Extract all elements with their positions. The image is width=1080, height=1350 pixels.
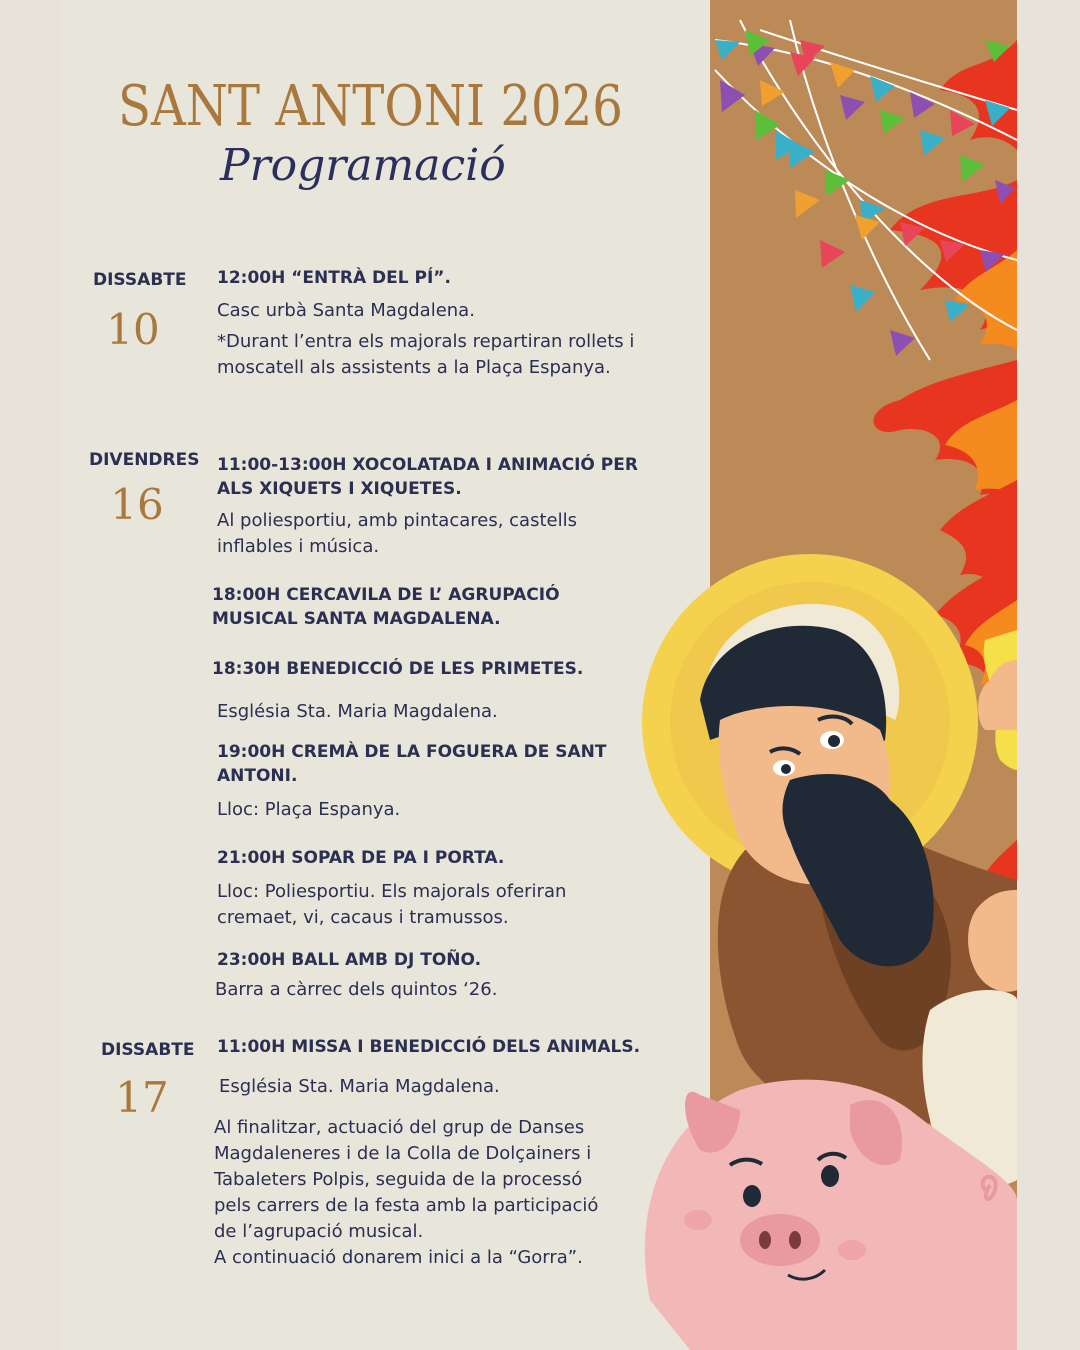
event-detail: Església Sta. Maria Magdalena. — [219, 1076, 500, 1097]
day-number: 16 — [110, 480, 164, 529]
event-title: 18:00H CERCAVILA DE L’ AGRUPACIÓ MUSICAL SANTA MAGDALENA. — [212, 585, 560, 629]
event-title: 21:00H SOPAR DE PA I PORTA. — [217, 848, 505, 868]
event-title: 18:30H BENEDICCIÓ DE LES PRIMETES. — [212, 659, 584, 679]
event-detail: Casc urbà Santa Magdalena. — [217, 300, 475, 321]
day-number: 17 — [115, 1073, 169, 1122]
event-detail: *Durant l’entra els majorals repartiran rollets i moscatell als assistents a la Plaça Espanya. — [217, 331, 635, 378]
event-detail: Lloc: Poliesportiu. Els majorals oferiran cremaet, vi, cacaus i tramussos. — [217, 881, 567, 928]
event-detail: Al poliesportiu, amb pintacares, castells inflables i música. — [217, 510, 577, 557]
event-title: 11:00-13:00H XOCOLATADA I ANIMACIÓ PER ALS XIQUETS I XIQUETES. — [217, 455, 638, 499]
day-name: DISSABTE — [101, 1040, 195, 1060]
event-title: 12:00H “ENTRÀ DEL PÍ”. — [217, 268, 451, 288]
day-name: DISSABTE — [93, 270, 187, 290]
event-detail: Al finalitzar, actuació del grup de Danses Magdaleneres i de la Colla de Dolçainers i Tabaleters Polpis, seguida de la processó pels carrers de la festa amb la participació de l’agrupació musical. A continuació donarem inici a la “Gorra”. — [214, 1117, 599, 1268]
event-detail: Barra a càrrec dels quintos ‘26. — [215, 979, 498, 1000]
poster-title: SANT ANTONI 2026 — [118, 74, 623, 139]
day-name: DIVENDRES — [89, 450, 200, 470]
poster-subtitle: Programació — [220, 140, 506, 191]
event-title: 11:00H MISSA I BENEDICCIÓ DELS ANIMALS. — [217, 1037, 641, 1057]
day-number: 10 — [106, 305, 160, 354]
event-detail: Lloc: Plaça Espanya. — [217, 799, 401, 820]
event-title: 19:00H CREMÀ DE LA FOGUERA DE SANT ANTONI. — [217, 742, 607, 786]
event-detail: Església Sta. Maria Magdalena. — [217, 701, 498, 722]
event-title: 23:00H BALL AMB DJ TOÑO. — [217, 950, 482, 970]
